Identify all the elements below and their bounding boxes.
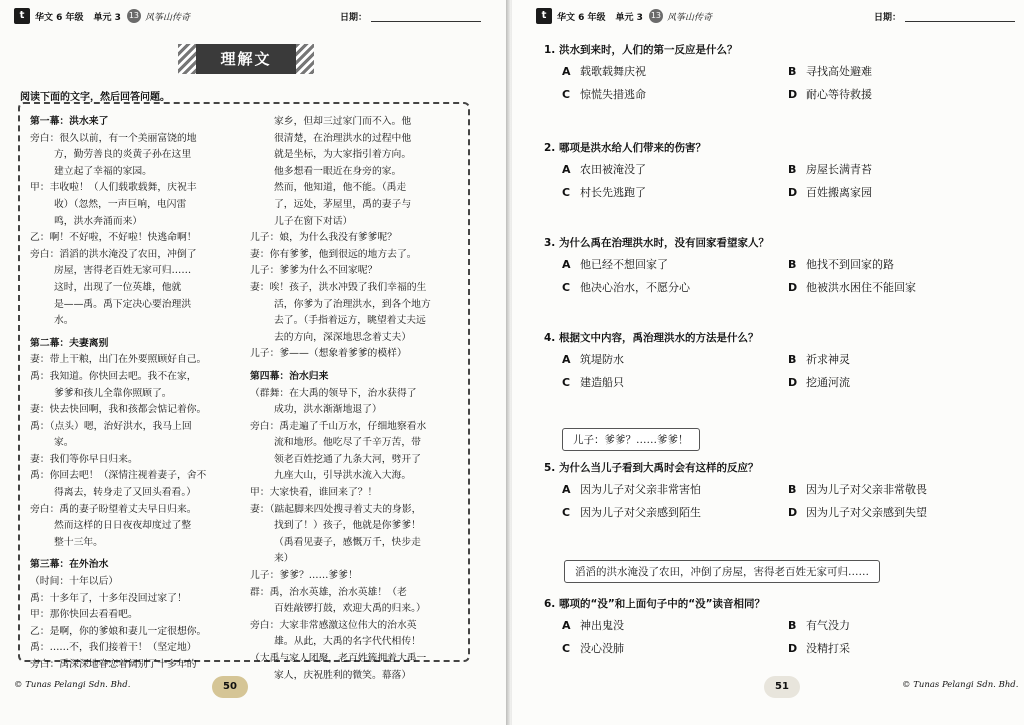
page-header [536,8,712,24]
answer-options [544,161,988,200]
script-line: 旁白：很久以前，有一个美丽富饶的地 方，勤劳善良的炎黄子孙在这里 建立起了幸福的家园。 [30,132,197,177]
script-line: 禹：……不，我们接着干！（坚定地） [30,642,197,654]
instructions: 阅读下面的文字，然后回答问题。 [20,92,170,103]
script-line: 旁白：禹走遍了千山万水，仔细地察看水 流和地形。他吃尽了千辛万苦，带 领老百姓挖通了九条大河，劈开了 九座大山，引导洪水流入大海。 [250,420,427,482]
option-letter: D [788,186,798,199]
act-heading: 第三幕：在外治水 [30,559,109,571]
script-line: 禹：你回去吧！（深情注视着妻子，舍不 得离去，转身走了又回头看看。） [30,470,207,499]
answer-option[interactable] [788,504,988,520]
option-text: 房屋长满青苔 [806,163,872,176]
answer-option[interactable] [562,184,788,200]
option-letter: C [562,506,571,519]
quote-text: 儿子：爹爹？……爹爹！ [573,434,689,446]
option-text: 筑堤防水 [580,353,624,366]
option-letter: C [562,88,571,101]
date-line [905,21,1015,22]
script-line: 群：禹，治水英雄，治水英雄！（老 百姓敲锣打鼓，欢迎大禹的归来。） [250,586,426,615]
page-number: 51 [764,676,800,698]
date-line [371,21,481,22]
option-letter: B [788,163,797,176]
page-number: 50 [212,676,248,698]
option-letter: A [562,353,571,366]
answer-option[interactable] [562,63,788,79]
option-letter: D [788,506,798,519]
quote-text: 滔滔的洪水淹没了农田，冲倒了房屋，害得老百姓无家可归…… [575,566,869,578]
option-text: 他找不到回家的路 [806,258,894,271]
answer-option[interactable] [562,279,788,295]
option-text: 寻找高处避难 [806,65,872,78]
page-header [14,8,190,24]
question-3 [544,235,988,295]
script-line: 妻：唉！孩子，洪水冲毁了我们幸福的生 活，你爹为了治理洪水，到各个地方 去了。（手指着远方，眺望着丈夫远 去的方向，深深地思念着丈夫） [250,281,431,343]
act-heading: 第四幕：治水归来 [250,370,329,382]
option-letter: C [562,642,571,655]
question-stem: 2. 哪项是洪水给人们带来的伤害？ [544,142,706,154]
option-letter: C [562,281,571,294]
lesson-number: 13 [649,9,663,23]
script-line: 儿子：爹——（想象着爹爹的模样） [250,348,407,360]
answer-option[interactable] [788,256,988,272]
option-letter: D [788,88,798,101]
date-label: 日期： [874,13,902,23]
option-text: 他被洪水困住不能回家 [806,281,916,294]
script-line: 乙：是啊，你的爹娘和妻儿一定很想你。 [30,625,207,637]
answer-option[interactable] [788,351,988,367]
answer-option[interactable] [562,351,788,367]
option-letter: A [562,65,571,78]
option-text: 惊慌失措逃命 [580,88,646,101]
answer-option[interactable] [788,63,988,79]
right-page [512,0,1024,725]
question-4 [544,330,988,390]
answer-options [544,256,988,295]
answer-option[interactable] [788,86,988,102]
script-line: 旁白：禹的妻子盼望着丈夫早日归来。 然而这样的日日夜夜却度过了整 整十三年。 [30,503,197,548]
unit-label: 单元 3 [615,12,643,23]
grade-label: 华文 6 年级 [35,12,84,23]
script-line: 禹：我知道。你快回去吧。我不在家， 爹爹和孩儿全靠你照顾了。 [30,370,197,399]
lesson-title: 风筝山传奇 [144,12,190,23]
answer-option[interactable] [788,617,988,633]
copyright-footer: © Tunas Pelangi Sdn. Bhd. [902,680,1019,690]
story-column-1 [30,114,240,670]
answer-option[interactable] [562,256,788,272]
answer-option[interactable] [788,481,988,497]
option-text: 他决心治水，不愿分心 [580,281,690,294]
answer-option[interactable] [562,161,788,177]
option-letter: A [562,483,571,496]
answer-option[interactable] [788,184,988,200]
option-text: 因为儿子对父亲感到陌生 [580,506,701,519]
question-stem: 5. 为什么当儿子看到大禹时会有这样的反应？ [544,462,759,474]
option-letter: C [562,376,571,389]
option-letter: B [788,483,797,496]
option-text: 挖通河流 [806,376,850,389]
answer-option[interactable] [788,279,988,295]
script-line: 家乡，但却三过家门而不入。他 很清楚，在治理洪水的过程中他 就是坐标，为大家指引着方向。 他多想看一眼近在身旁的家。 然而，他知道，他不能。（禹走 了，远处，茅屋里，禹的妻子与 儿子在窗下对话） [274,116,412,227]
script-line: 妻：带上干粮，出门在外要照顾好自己。 [30,354,207,366]
quote-callout-2 [564,560,880,583]
question-1 [544,42,988,102]
script-line: 妻：快去快回啊，我和孩都会惦记着你。 [30,404,207,416]
option-text: 耐心等待救援 [806,88,872,101]
answer-option[interactable] [562,640,788,656]
script-line: 禹：（点头）嗯，治好洪水，我马上回 家。 [30,420,192,449]
script-line: 旁白：大家非常感激这位伟大的治水英 雄。从此，大禹的名字代代相传！ [250,619,421,648]
answer-option[interactable] [788,640,988,656]
script-line: 甲：丰收啦！（人们载歌载舞，庆祝丰 收）（忽然，一声巨响，电闪雷 鸣，洪水奔涌而来） [30,182,197,227]
option-text: 百姓搬离家园 [806,186,872,199]
date-label: 日期： [340,13,368,23]
option-text: 因为儿子对父亲感到失望 [806,506,927,519]
script-line: （时间：十年以后） [30,576,119,588]
option-text: 村长先逃跑了 [580,186,646,199]
answer-option[interactable] [562,374,788,390]
script-line: 儿子：爹爹？……爹爹！ [250,570,358,582]
date-field [874,10,1015,23]
answer-option[interactable] [562,504,788,520]
answer-option[interactable] [788,161,988,177]
option-letter: B [788,353,797,366]
answer-options [544,351,988,390]
option-text: 神出鬼没 [580,619,624,632]
question-6 [544,596,988,656]
script-line: 儿子：爹爹为什么不回家呢？ [250,265,378,277]
option-letter: B [788,619,797,632]
option-letter: D [788,376,798,389]
publisher-logo: t [14,8,30,24]
script-line: 妻：（踮起脚来四处搜寻着丈夫的身影， 找到了！）孩子，他就是你爹爹！ （禹看见妻子，感慨万千，快步走 来） [250,503,422,565]
option-text: 没精打采 [806,642,850,655]
answer-options [544,481,988,520]
story-box [18,102,470,681]
script-line: 儿子：娘，为什么我没有爹爹呢？ [250,232,397,244]
option-text: 农田被淹没了 [580,163,646,176]
script-line: 禹：十多年了，十多年没回过家了！ [30,592,187,604]
section-banner: 理解文 [196,44,296,74]
option-text: 建造船只 [580,376,624,389]
question-stem: 3. 为什么禹在治理洪水时，没有回家看望家人？ [544,237,769,249]
question-stem: 6. 哪项的“没”和上面句子中的“没”读音相同？ [544,598,766,610]
publisher-logo: t [536,8,552,24]
answer-option[interactable] [562,481,788,497]
question-stem: 4. 根据文中内容，禹治理洪水的方法是什么？ [544,332,759,344]
option-letter: B [788,65,797,78]
script-line: 旁白：滔滔的洪水淹没了农田，冲倒了 房屋，害得老百姓无家可归…… 这时，出现了一位英雄，他就 是——禹。禹下定决心要治理洪 水。 [30,248,197,327]
answer-option[interactable] [788,374,988,390]
story-column-2 [250,114,460,681]
script-line: 甲：那你快回去看看吧。 [30,609,138,621]
question-stem: 1. 洪水到来时，人们的第一反应是什么？ [544,44,738,56]
script-line: 乙：啊！不好啦，不好啦！快逃命啊！ [30,232,197,244]
script-line: （大禹与家人团聚，老百姓簇拥着大禹一 家人，庆祝胜利的微笑。幕落） [250,653,427,681]
copyright-footer: © Tunas Pelangi Sdn. Bhd. [14,680,131,690]
question-2 [544,140,988,200]
question-5 [544,460,988,520]
option-letter: C [562,186,571,199]
option-text: 祈求神灵 [806,353,850,366]
option-text: 有气没力 [806,619,850,632]
quote-callout-1 [562,428,700,451]
act-heading: 第一幕：洪水来了 [30,116,109,127]
option-text: 载歌载舞庆祝 [580,65,646,78]
answer-option[interactable] [562,617,788,633]
act-heading: 第二幕：夫妻离别 [30,337,109,349]
option-letter: A [562,163,571,176]
script-line: 旁白：禹深深地眷恋着阔别了十多年的 [30,659,197,670]
grade-label: 华文 6 年级 [557,12,606,23]
unit-label: 单元 3 [93,12,121,23]
option-text: 因为儿子对父亲非常敬畏 [806,483,927,496]
answer-options [544,63,988,102]
option-letter: B [788,258,797,271]
answer-options [544,617,988,656]
option-letter: D [788,281,798,294]
option-text: 他已经不想回家了 [580,258,668,271]
script-line: 妻：我们等你早日归来。 [30,453,138,465]
lesson-title: 风筝山传奇 [666,12,712,23]
script-line: 甲：大家快看，谁回来了？！ [250,487,378,499]
script-line: 妻：你有爹爹，他到很远的地方去了。 [250,248,417,260]
lesson-number: 13 [127,9,141,23]
option-text: 没心没肺 [580,642,624,655]
option-letter: A [562,619,571,632]
option-text: 因为儿子对父亲非常害怕 [580,483,701,496]
option-letter: A [562,258,571,271]
left-page [0,0,508,725]
script-line: （群舞：在大禹的领导下，治水获得了 成功，洪水渐渐地退了） [250,387,417,416]
date-field [340,10,481,23]
answer-option[interactable] [562,86,788,102]
option-letter: D [788,642,798,655]
